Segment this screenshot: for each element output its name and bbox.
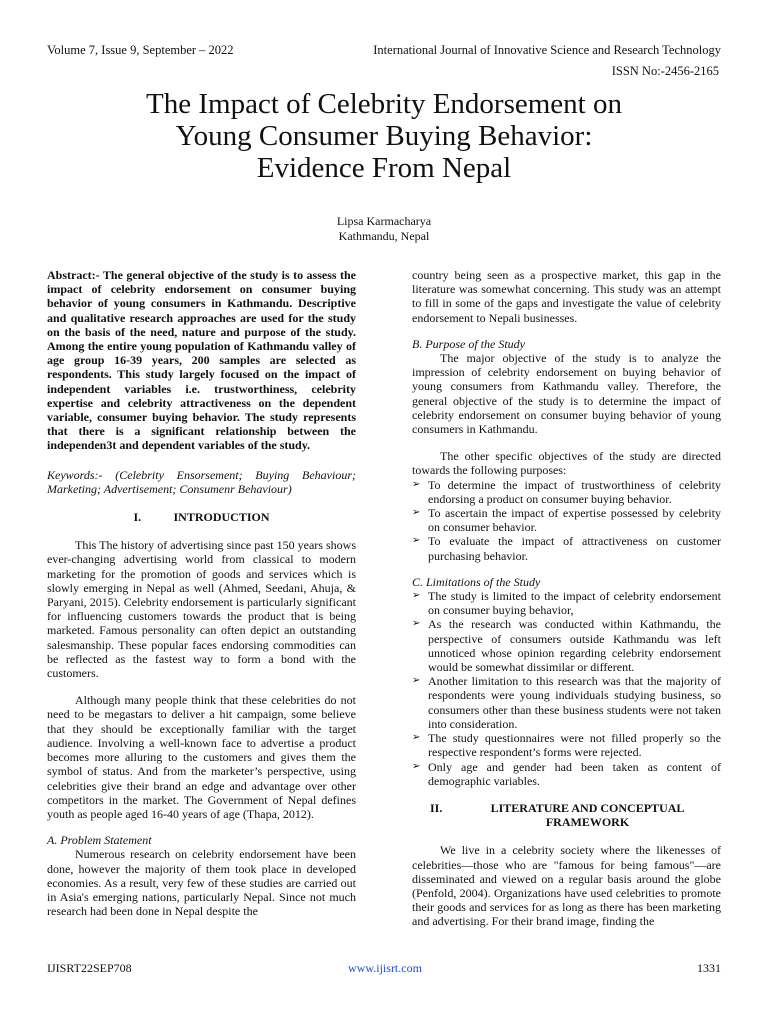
author-name: Lipsa Karmacharya [336,214,432,228]
arrow-bullet-icon: ➢ [412,507,421,519]
footer-journal-link[interactable]: www.ijisrt.com [348,961,422,975]
section-2-heading [412,801,721,829]
arrow-bullet-icon: ➢ [412,732,421,744]
volume-info: Volume 7, Issue 9, September – 2022 [47,43,234,57]
left-column [47,268,356,918]
intro-paragraph-1: This The history of advertising since past 150 years shows ever-changing advertising world from classical to modern marketing for the promotion of goods and services which is slowly emerging in Nepal as well (Ahmed, Seedani, Ahuja, & Paryani, 2015). Celebrity endorsement is particularly significant for influencing customers towards the product that is being marketed. Famous personality can often depict an outstanding salesmanship. These popular faces endorsing commodities can be reflected as the fastest way to form a bond with the customers. [47,538,356,681]
right-column [412,268,721,929]
purpose-list [412,478,721,563]
title-line-1: The Impact of Celebrity Endorsement on [146,88,622,120]
issn: ISSN No:-2456-2165 [611,64,719,78]
intro-paragraph-2: Although many people think that these celebrities do not need to be megastars to deliver a hit campaign, some believe that they should be exceptionally familiar with the target audience. Involving a well-known face to advertise a product becomes more alluring to the customers and gives them the symbol of status. And from the marketer’s perspective, using celebrities give their brand an edge and advantage over other competitors in the market. The Government of Nepal defines youth as people aged 16-40 years of age (Thapa, 2012). [47,693,356,821]
list-item: ➢ To evaluate the impact of attractiveness on customer purchasing behavior. [412,534,721,563]
problem-statement-paragraph: Numerous research on celebrity endorsement have been done, however the majority of them took place in developed economies. As a result, very few of these studies are carried out in Asia's emerging nations, particularly Nepal. Since not much research had been done in Nepal despite the [47,847,356,919]
section-1-heading [47,510,356,524]
section-2-title: LITERATURE AND CONCEPTUAL FRAMEWORK [490,800,685,830]
list-item: ➢ Only age and gender had been taken as content of demographic variables. [412,759,721,788]
list-item: ➢ Another limitation to this research was that the majority of respondents were young individuals studying business, so consumers other than these business students were not taken into consideration. [412,674,721,731]
paper-title [60,88,708,184]
arrow-bullet-icon: ➢ [412,760,421,772]
list-item: ➢ The study questionnaires were not filled properly so the respective respondent’s forms were rejected. [412,731,721,760]
author-location: Kathmandu, Nepal [338,229,430,243]
limitations-list [412,589,721,788]
title-line-3: Evidence From Nepal [256,152,512,184]
arrow-bullet-icon: ➢ [412,675,421,687]
author-block [0,214,768,244]
section-1-title: INTRODUCTION [173,510,270,525]
arrow-bullet-icon: ➢ [412,478,421,490]
list-item: ➢ As the research was conducted within Kathmandu, the perspective of consumers outside Kathmandu was left unnoticed whose opinion regarding celebrity endorsement would be somewhat dissimilar or different. [412,617,721,675]
section-2-number: II. [430,800,443,815]
limitations-heading: C. Limitations of the Study [412,574,541,589]
list-item: ➢ The study is limited to the impact of celebrity endorsement on consumer buying behavior, [412,589,721,618]
arrow-bullet-icon: ➢ [412,618,421,630]
purpose-paragraph-2: The other specific objectives of the study are directed towards the following purposes: [412,449,721,478]
arrow-bullet-icon: ➢ [412,535,421,547]
arrow-bullet-icon: ➢ [412,590,421,602]
footer-page-number: 1331 [697,961,721,975]
keywords: Keywords:- (Celebrity Ensorsement; Buying Behaviour; Marketing; Advertisement; Consumenr Behaviour) [47,467,356,496]
title-line-2: Young Consumer Buying Behavior: [175,120,593,152]
problem-statement-heading: A. Problem Statement [47,833,152,848]
abstract: Abstract:- The general objective of the study is to assess the impact of celebrity endorsement on consumer buying behavior of young consumers in Kathmandu. Descriptive and qualitative research approaches are used for the study on the basis of the need, nature and purpose of the study. Among the entire young population of Kathmandu valley of age group 16-39 years, 200 samples are selected as respondents. This study largely focused on the impact of independent variables i.e. trustworthiness, celebrity expertise and celebrity attractiveness on the dependent variable, consumer buying behavior. The study represents that there is a significant relationship between the independen3t and dependent variables of the study. [47,268,356,453]
purpose-paragraph-1: The major objective of the study is to analyze the impression of celebrity endorsement on buying behavior of young consumers from Kathmandu valley. Therefore, the general objective of the study is to determine the impact of celebrity endorsement on consumer buying behavior of young consumers in Kathmandu. [412,351,721,437]
section-1-number: I. [133,510,142,525]
literature-paragraph-1: We live in a celebrity society where the likenesses of celebrities—those who are "famous for being famous"—are disseminated and viewed on a regular basis around the globe (Penfold, 2004). Organizations have used celebrities to promote their goods and services for as long as there has been marketing and advertising. For their brand image, finding the [412,843,721,929]
footer-paper-code: IJISRT22SEP708 [47,961,132,975]
list-item: ➢ To determine the impact of trustworthiness of celebrity endorsing a product on consumer buying behavior. [412,477,721,506]
problem-statement-continued: country being seen as a prospective market, this gap in the literature was somewhat concerning. This study was an attempt to fill in some of the gaps and investigate the value of celebrity endorsement to Nepali businesses. [412,268,721,325]
purpose-heading: B. Purpose of the Study [412,336,525,351]
journal-name: International Journal of Innovative Science and Research Technology [373,43,721,57]
list-item: ➢ To ascertain the impact of expertise possessed by celebrity on consumer behavior. [412,506,721,535]
